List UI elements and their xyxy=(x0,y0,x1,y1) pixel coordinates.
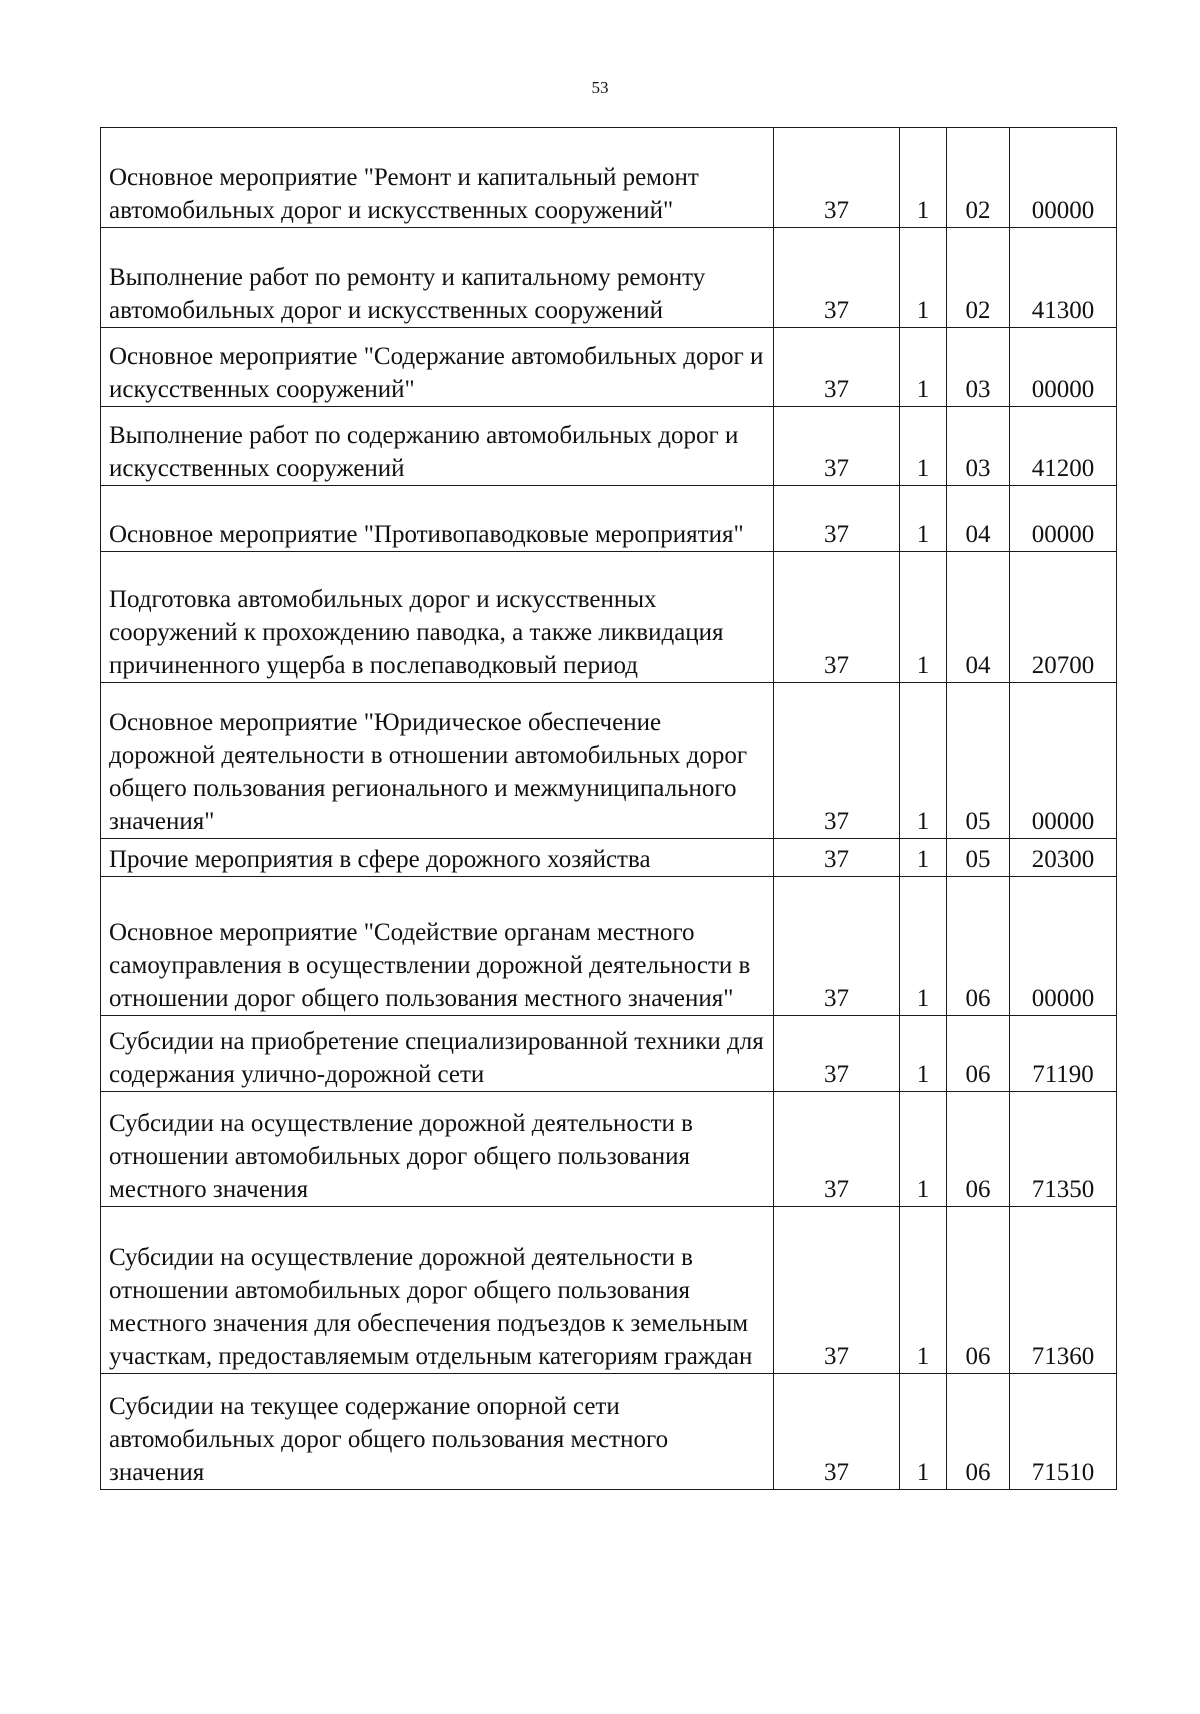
table-row xyxy=(101,486,1117,552)
main-event-code-cell: 06 xyxy=(947,1374,1010,1490)
program-code-cell: 37 xyxy=(774,1016,900,1092)
main-event-code-cell: 04 xyxy=(947,486,1010,552)
item-name-cell: Субсидии на приобретение специализированной техники для содержания улично-дорожной сети xyxy=(101,1016,774,1092)
program-code-cell: 37 xyxy=(774,1374,900,1490)
main-event-code-cell: 02 xyxy=(947,228,1010,328)
subprogram-code-cell: 1 xyxy=(900,228,947,328)
program-code-cell: 37 xyxy=(774,228,900,328)
direction-code-cell: 00000 xyxy=(1010,683,1117,839)
main-event-code-cell: 05 xyxy=(947,839,1010,877)
direction-code-cell: 00000 xyxy=(1010,128,1117,228)
direction-code-cell: 41200 xyxy=(1010,407,1117,486)
table-row xyxy=(101,877,1117,1016)
item-name-cell: Субсидии на осуществление дорожной деятельности в отношении автомобильных дорог общего пользования местного значения для обеспечения подъездов к земельным участкам, предоставляемым отдельным категориям граждан xyxy=(101,1207,774,1374)
main-event-code-cell: 06 xyxy=(947,1016,1010,1092)
direction-code-cell: 20700 xyxy=(1010,552,1117,683)
item-name-cell: Выполнение работ по содержанию автомобильных дорог и искусственных сооружений xyxy=(101,407,774,486)
table-row xyxy=(101,1374,1117,1490)
subprogram-code-cell: 1 xyxy=(900,839,947,877)
table-row xyxy=(101,683,1117,839)
subprogram-code-cell: 1 xyxy=(900,407,947,486)
direction-code-cell: 41300 xyxy=(1010,228,1117,328)
main-event-code-cell: 03 xyxy=(947,407,1010,486)
subprogram-code-cell: 1 xyxy=(900,1092,947,1207)
program-code-cell: 37 xyxy=(774,1092,900,1207)
main-event-code-cell: 03 xyxy=(947,328,1010,407)
item-name-cell: Прочие мероприятия в сфере дорожного хозяйства xyxy=(101,839,774,877)
item-name-cell: Основное мероприятие "Юридическое обеспечение дорожной деятельности в отношении автомобильных дорог общего пользования регионального и межмуниципального значения" xyxy=(101,683,774,839)
table-body xyxy=(101,128,1117,1490)
direction-code-cell: 71360 xyxy=(1010,1207,1117,1374)
subprogram-code-cell: 1 xyxy=(900,683,947,839)
table-row xyxy=(101,328,1117,407)
program-code-cell: 37 xyxy=(774,407,900,486)
item-name-cell: Основное мероприятие "Ремонт и капитальный ремонт автомобильных дорог и искусственных сооружений" xyxy=(101,128,774,228)
page-number: 53 xyxy=(591,78,609,97)
item-name-cell: Основное мероприятие "Содействие органам местного самоуправления в осуществлении дорожной деятельности в отношении дорог общего пользования местного значения" xyxy=(101,877,774,1016)
program-code-cell: 37 xyxy=(774,552,900,683)
budget-classification-table xyxy=(100,127,1117,1490)
direction-code-cell: 71190 xyxy=(1010,1016,1117,1092)
item-name-cell: Основное мероприятие "Противопаводковые мероприятия" xyxy=(101,486,774,552)
direction-code-cell: 00000 xyxy=(1010,486,1117,552)
direction-code-cell: 71510 xyxy=(1010,1374,1117,1490)
program-code-cell: 37 xyxy=(774,877,900,1016)
subprogram-code-cell: 1 xyxy=(900,552,947,683)
program-code-cell: 37 xyxy=(774,128,900,228)
table-row xyxy=(101,1016,1117,1092)
subprogram-code-cell: 1 xyxy=(900,1016,947,1092)
table-row xyxy=(101,128,1117,228)
table-row xyxy=(101,1092,1117,1207)
subprogram-code-cell: 1 xyxy=(900,486,947,552)
main-event-code-cell: 06 xyxy=(947,877,1010,1016)
subprogram-code-cell: 1 xyxy=(900,328,947,407)
direction-code-cell: 00000 xyxy=(1010,877,1117,1016)
program-code-cell: 37 xyxy=(774,683,900,839)
subprogram-code-cell: 1 xyxy=(900,128,947,228)
item-name-cell: Подготовка автомобильных дорог и искусственных сооружений к прохождению паводка, а также ликвидация причиненного ущерба в послепаводковый период xyxy=(101,552,774,683)
item-name-cell: Субсидии на текущее содержание опорной сети автомобильных дорог общего пользования местного значения xyxy=(101,1374,774,1490)
table-row xyxy=(101,839,1117,877)
table-row xyxy=(101,407,1117,486)
main-event-code-cell: 06 xyxy=(947,1092,1010,1207)
main-event-code-cell: 05 xyxy=(947,683,1010,839)
program-code-cell: 37 xyxy=(774,328,900,407)
direction-code-cell: 20300 xyxy=(1010,839,1117,877)
table-row xyxy=(101,552,1117,683)
subprogram-code-cell: 1 xyxy=(900,1207,947,1374)
direction-code-cell: 00000 xyxy=(1010,328,1117,407)
table-row xyxy=(101,1207,1117,1374)
main-event-code-cell: 02 xyxy=(947,128,1010,228)
subprogram-code-cell: 1 xyxy=(900,1374,947,1490)
item-name-cell: Выполнение работ по ремонту и капитальному ремонту автомобильных дорог и искусственных сооружений xyxy=(101,228,774,328)
program-code-cell: 37 xyxy=(774,839,900,877)
program-code-cell: 37 xyxy=(774,486,900,552)
program-code-cell: 37 xyxy=(774,1207,900,1374)
table-row xyxy=(101,228,1117,328)
main-event-code-cell: 04 xyxy=(947,552,1010,683)
item-name-cell: Субсидии на осуществление дорожной деятельности в отношении автомобильных дорог общего пользования местного значения xyxy=(101,1092,774,1207)
subprogram-code-cell: 1 xyxy=(900,877,947,1016)
main-event-code-cell: 06 xyxy=(947,1207,1010,1374)
direction-code-cell: 71350 xyxy=(1010,1092,1117,1207)
item-name-cell: Основное мероприятие "Содержание автомобильных дорог и искусственных сооружений" xyxy=(101,328,774,407)
